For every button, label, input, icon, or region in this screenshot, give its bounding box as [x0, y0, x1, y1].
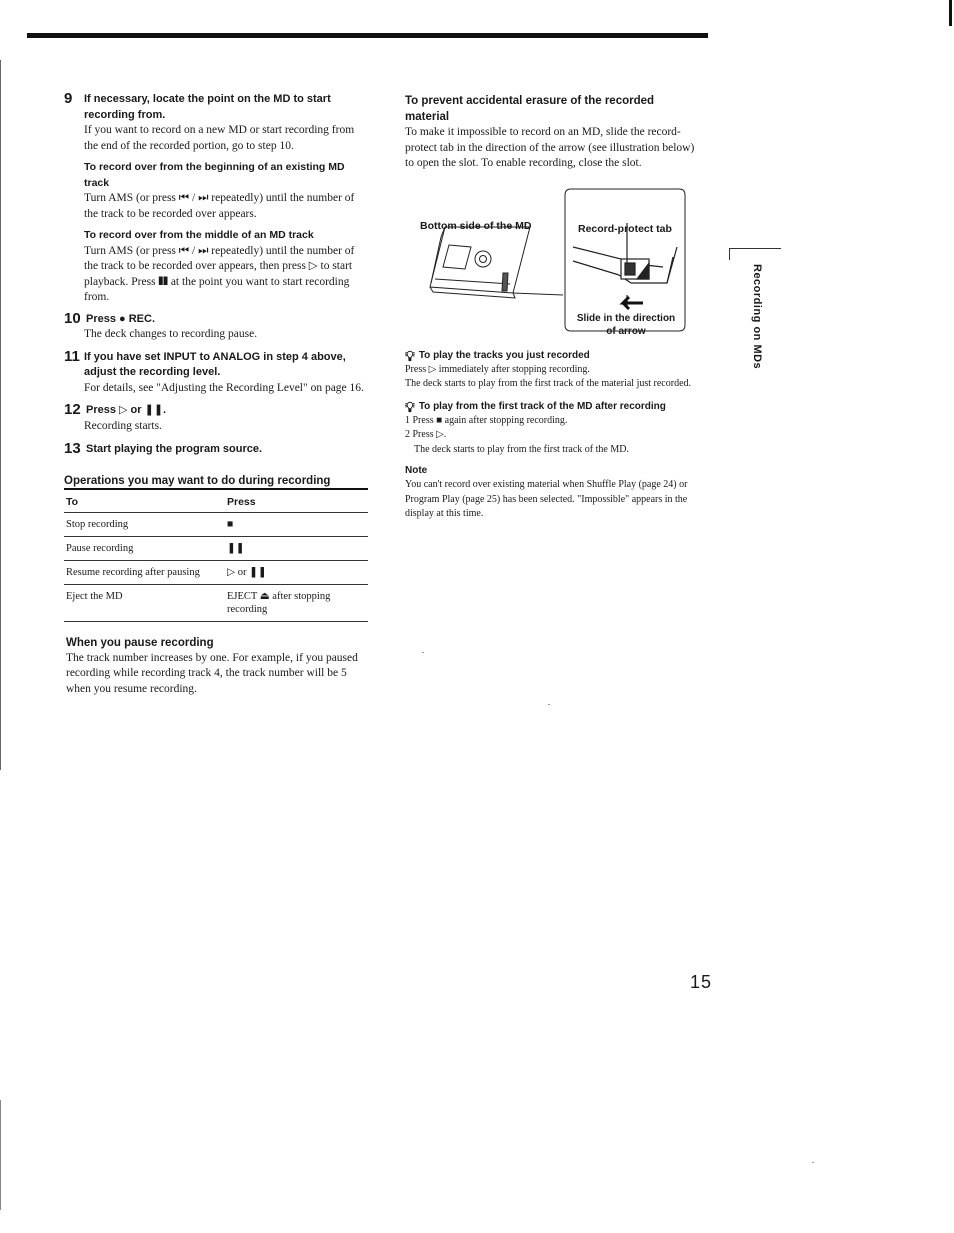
step-heading: Start playing the program source.	[86, 443, 263, 455]
record-protect-tab-label: Record-protect tab	[578, 222, 672, 235]
speck	[548, 704, 550, 705]
tip-play-from-first	[405, 400, 705, 458]
note-body: You can't record over existing material when Shuffle Play (page 24) or Program Play (page 25) has been selected. "Impossible" appears in the display at this time.	[405, 479, 688, 519]
cell-to: Resume recording after pausing	[64, 560, 225, 584]
speck	[812, 1162, 814, 1163]
left-column	[64, 92, 370, 697]
note-heading: Note	[405, 465, 428, 476]
step-13	[64, 442, 370, 458]
left-edge-line-lower	[0, 1100, 1, 1210]
operations-title: Operations you may want to do during recording	[64, 475, 368, 490]
page-number: 15	[690, 972, 713, 992]
cell-to: Eject the MD	[64, 584, 225, 621]
subheading: To record over from the beginning of an existing MD track	[84, 161, 345, 189]
top-rule	[27, 33, 708, 38]
step-9	[64, 92, 370, 306]
column-header-press: Press	[225, 490, 368, 513]
step-number: 13	[64, 440, 81, 457]
protect-body: To make it impossible to record on an MD, slide the record-protect tab in the direction of the arrow (see illustration below) to open the slot. To enable recording, close the slot.	[405, 126, 695, 169]
step-number: 11	[64, 347, 80, 365]
tip-play-just-recorded	[405, 349, 705, 392]
tip-step: 1 Press ■ again after stopping recording.	[405, 414, 568, 426]
tip-heading-text: To play from the first track of the MD after recording	[418, 400, 666, 412]
step-11	[64, 347, 370, 397]
step-heading: If necessary, locate the point on the MD to start recording from.	[84, 93, 331, 121]
protect-heading: To prevent accidental erasure of the recorded material	[405, 95, 655, 123]
tip-heading-text: To play the tracks you just recorded	[418, 349, 590, 361]
step-number: 9	[64, 90, 73, 107]
step-12	[64, 403, 370, 434]
step-10	[64, 309, 370, 343]
step-heading: If you have set INPUT to ANALOG in step 4 above, adjust the recording level.	[84, 350, 346, 378]
section-tab	[729, 248, 781, 260]
step-heading: Press ● REC.	[86, 312, 156, 325]
sub-body: Turn AMS (or press ⏮ / ⏭ repeatedly) until the number of the track to be recorded over appears.	[84, 192, 355, 220]
left-edge-line	[0, 60, 1, 770]
step-body: Recording starts.	[84, 419, 162, 432]
step-number: 10	[64, 309, 81, 327]
tip-line: The deck starts to play from the first track of the MD.	[414, 443, 629, 455]
tip-heading	[405, 400, 705, 414]
step-heading: Press ▷ or ❚❚.	[86, 404, 167, 416]
note	[405, 464, 705, 522]
step-body: The deck changes to recording pause.	[84, 328, 258, 340]
table-row	[64, 560, 368, 584]
cell-to: Pause recording	[64, 536, 225, 560]
table-header-row	[64, 490, 368, 513]
cell-press: ❚❚	[225, 536, 368, 560]
lightbulb-icon: 💡︎	[405, 398, 415, 415]
cell-press: EJECT ⏏ after stopping recording	[225, 584, 368, 621]
section-side-label: Recording on MDs	[751, 264, 763, 370]
step-body: For details, see "Adjusting the Recording Level" on page 16.	[84, 381, 364, 394]
table-row	[64, 584, 368, 621]
speck	[422, 652, 424, 653]
bottom-side-label: Bottom side of the MD	[420, 219, 532, 232]
subheading: To record over from the middle of an MD track	[84, 229, 314, 241]
slide-direction-label	[571, 312, 681, 338]
table-row	[64, 536, 368, 560]
table-row	[64, 512, 368, 536]
pause-body: The track number increases by one. For example, if you paused recording while recording track 4, the track number will be 5 when you resume recording.	[66, 651, 358, 695]
tip-heading	[405, 349, 705, 363]
tip-line: The deck starts to play from the first track of the material just recorded.	[405, 378, 692, 389]
edge-mark	[949, 0, 952, 26]
right-column	[405, 93, 705, 522]
step-body: If you want to record on a new MD or start recording from the end of the recorded portion, go to step 10.	[84, 124, 355, 152]
md-illustration	[405, 187, 705, 337]
operations-table	[64, 490, 368, 622]
slide-direction-line1: Slide in the direction	[576, 312, 676, 324]
tip-line: Press ▷ immediately after stopping recording.	[405, 363, 590, 375]
lightbulb-icon: 💡︎	[405, 347, 415, 364]
cell-press: ■	[225, 512, 368, 536]
cell-to: Stop recording	[64, 512, 225, 536]
pause-heading: When you pause recording	[66, 636, 214, 649]
cell-press: ▷ or ❚❚	[225, 560, 368, 584]
slide-direction-line2: of arrow	[606, 325, 646, 337]
step-number: 12	[64, 401, 81, 418]
column-header-to: To	[64, 490, 225, 513]
sub-body: Turn AMS (or press ⏮ / ⏭ repeatedly) until the number of the track to be recorded over appears, then press ▷ to start playback. Press ❚❚ at the point you want to start recording from.	[84, 244, 355, 303]
tip-step: 2 Press ▷.	[405, 429, 447, 440]
